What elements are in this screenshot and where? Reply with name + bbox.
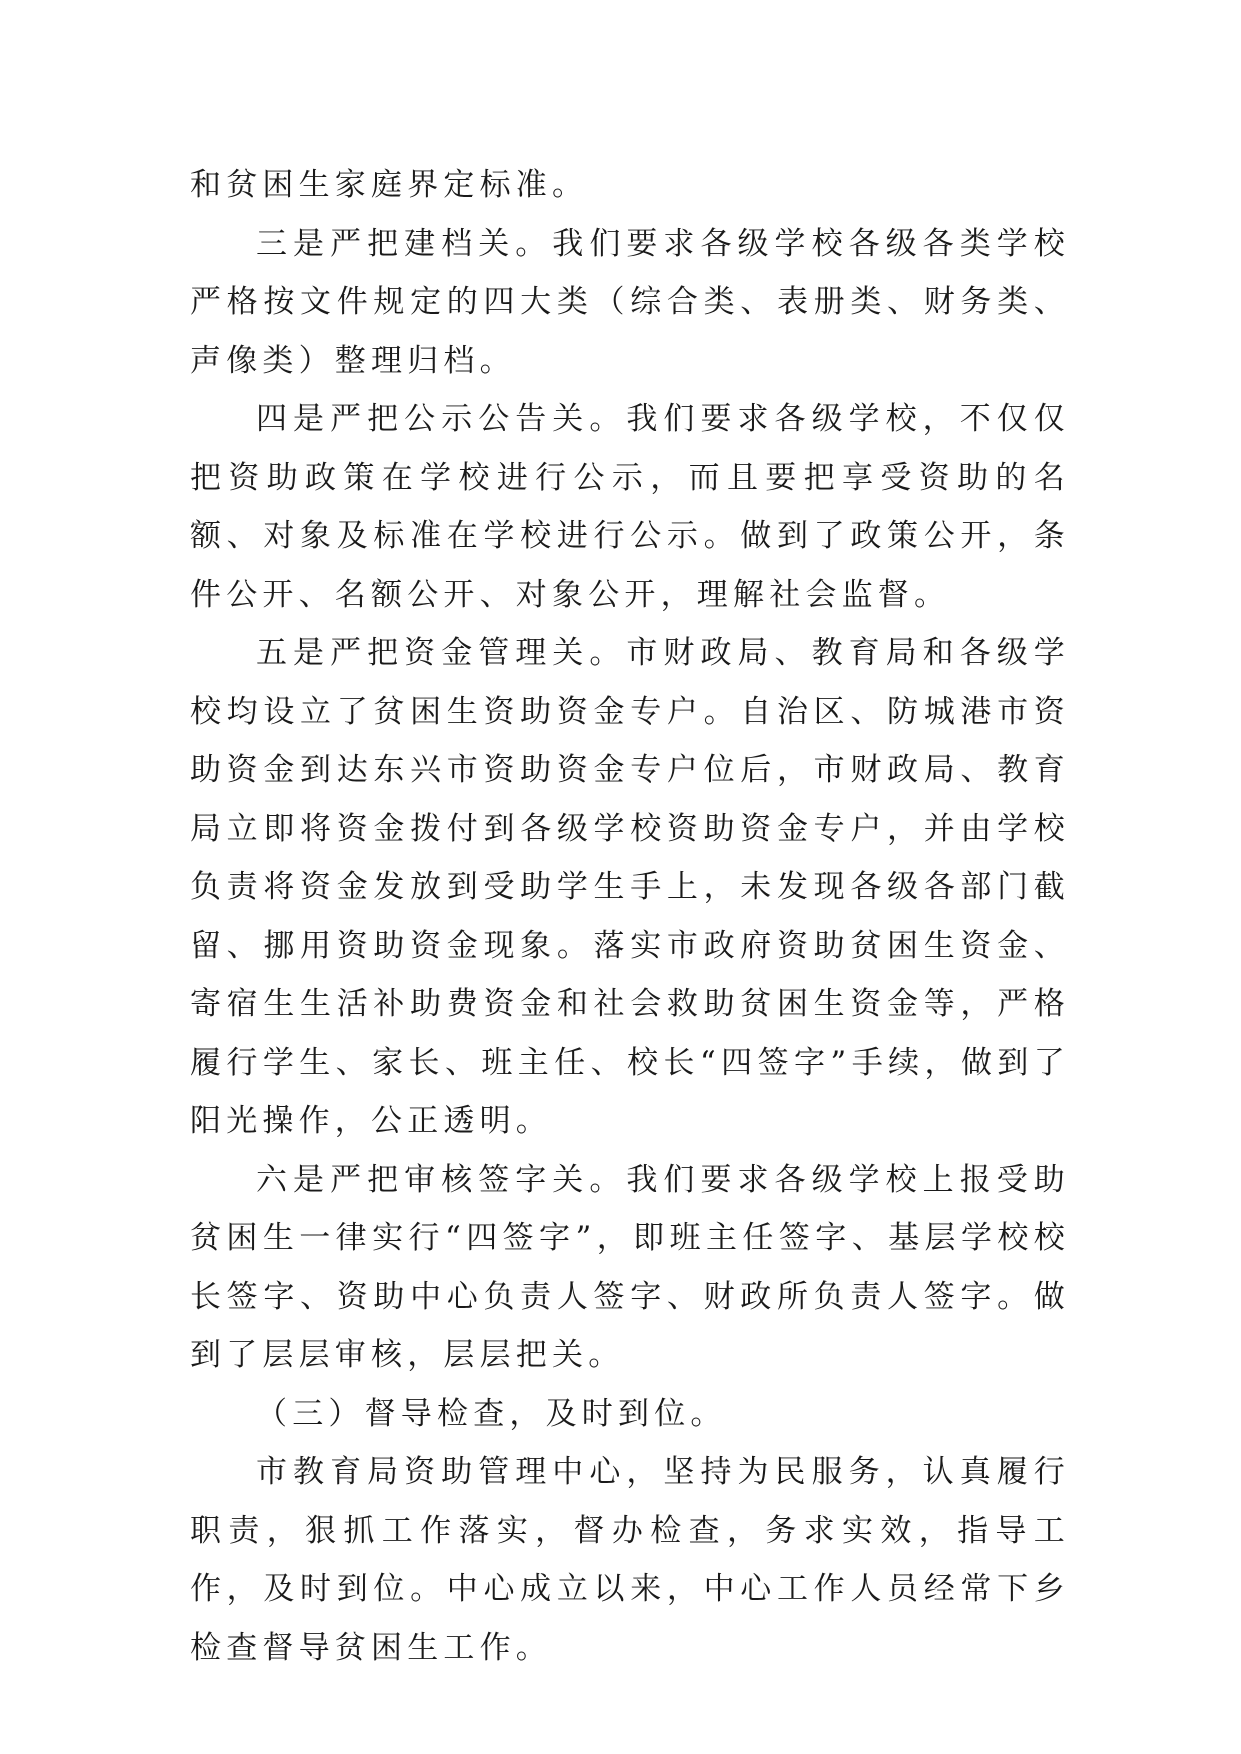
paragraph-inspection: 市教育局资助管理中心，坚持为民服务，认真履行职责，狠抓工作落实，督办检查，务求实效，指导工作，及时到位。中心成立以来，中心工作人员经常下乡检查督导贫困生工作。 [190, 1454, 1070, 1666]
document-body [190, 156, 1070, 1677]
paragraph-continuation: 和贫困生家庭界定标准。 [190, 167, 589, 203]
paragraph-public-notice: 四是严把公示公告关。我们要求各级学校，不仅仅把资助政策在学校进行公示，而且要把享受资助的名额、对象及标准在学校进行公示。做到了政策公开，条件公开、名额公开、对象公开，理解社会监督。 [190, 401, 1070, 613]
paragraph-fund-management: 五是严把资金管理关。市财政局、教育局和各级学校均设立了贫困生资助资金专户。自治区、防城港市资助资金到达东兴市资助资金专户位后，市财政局、教育局立即将资金拨付到各级学校资助资金专户，并由学校负责将资金发放到受助学生手上，未发现各级各部门截留、挪用资助资金现象。落实市政府资助贫困生资金、寄宿生生活补助费资金和社会救助贫困生资金等，严格履行学生、家长、班主任、校长“四签字”手续，做到了阳光操作，公正透明。 [190, 635, 1070, 1139]
paragraph-archiving: 三是严把建档关。我们要求各级学校各级各类学校严格按文件规定的四大类（综合类、表册类、财务类、声像类）整理归档。 [190, 225, 1070, 379]
paragraph-review-signature: 六是严把审核签字关。我们要求各级学校上报受助贫困生一律实行“四签字”，即班主任签字、基层学校校长签字、资助中心负责人签字、财政所负责人签字。做到了层层审核，层层把关。 [190, 1161, 1070, 1373]
section-heading-inspection: （三）督导检查，及时到位。 [256, 1395, 727, 1432]
